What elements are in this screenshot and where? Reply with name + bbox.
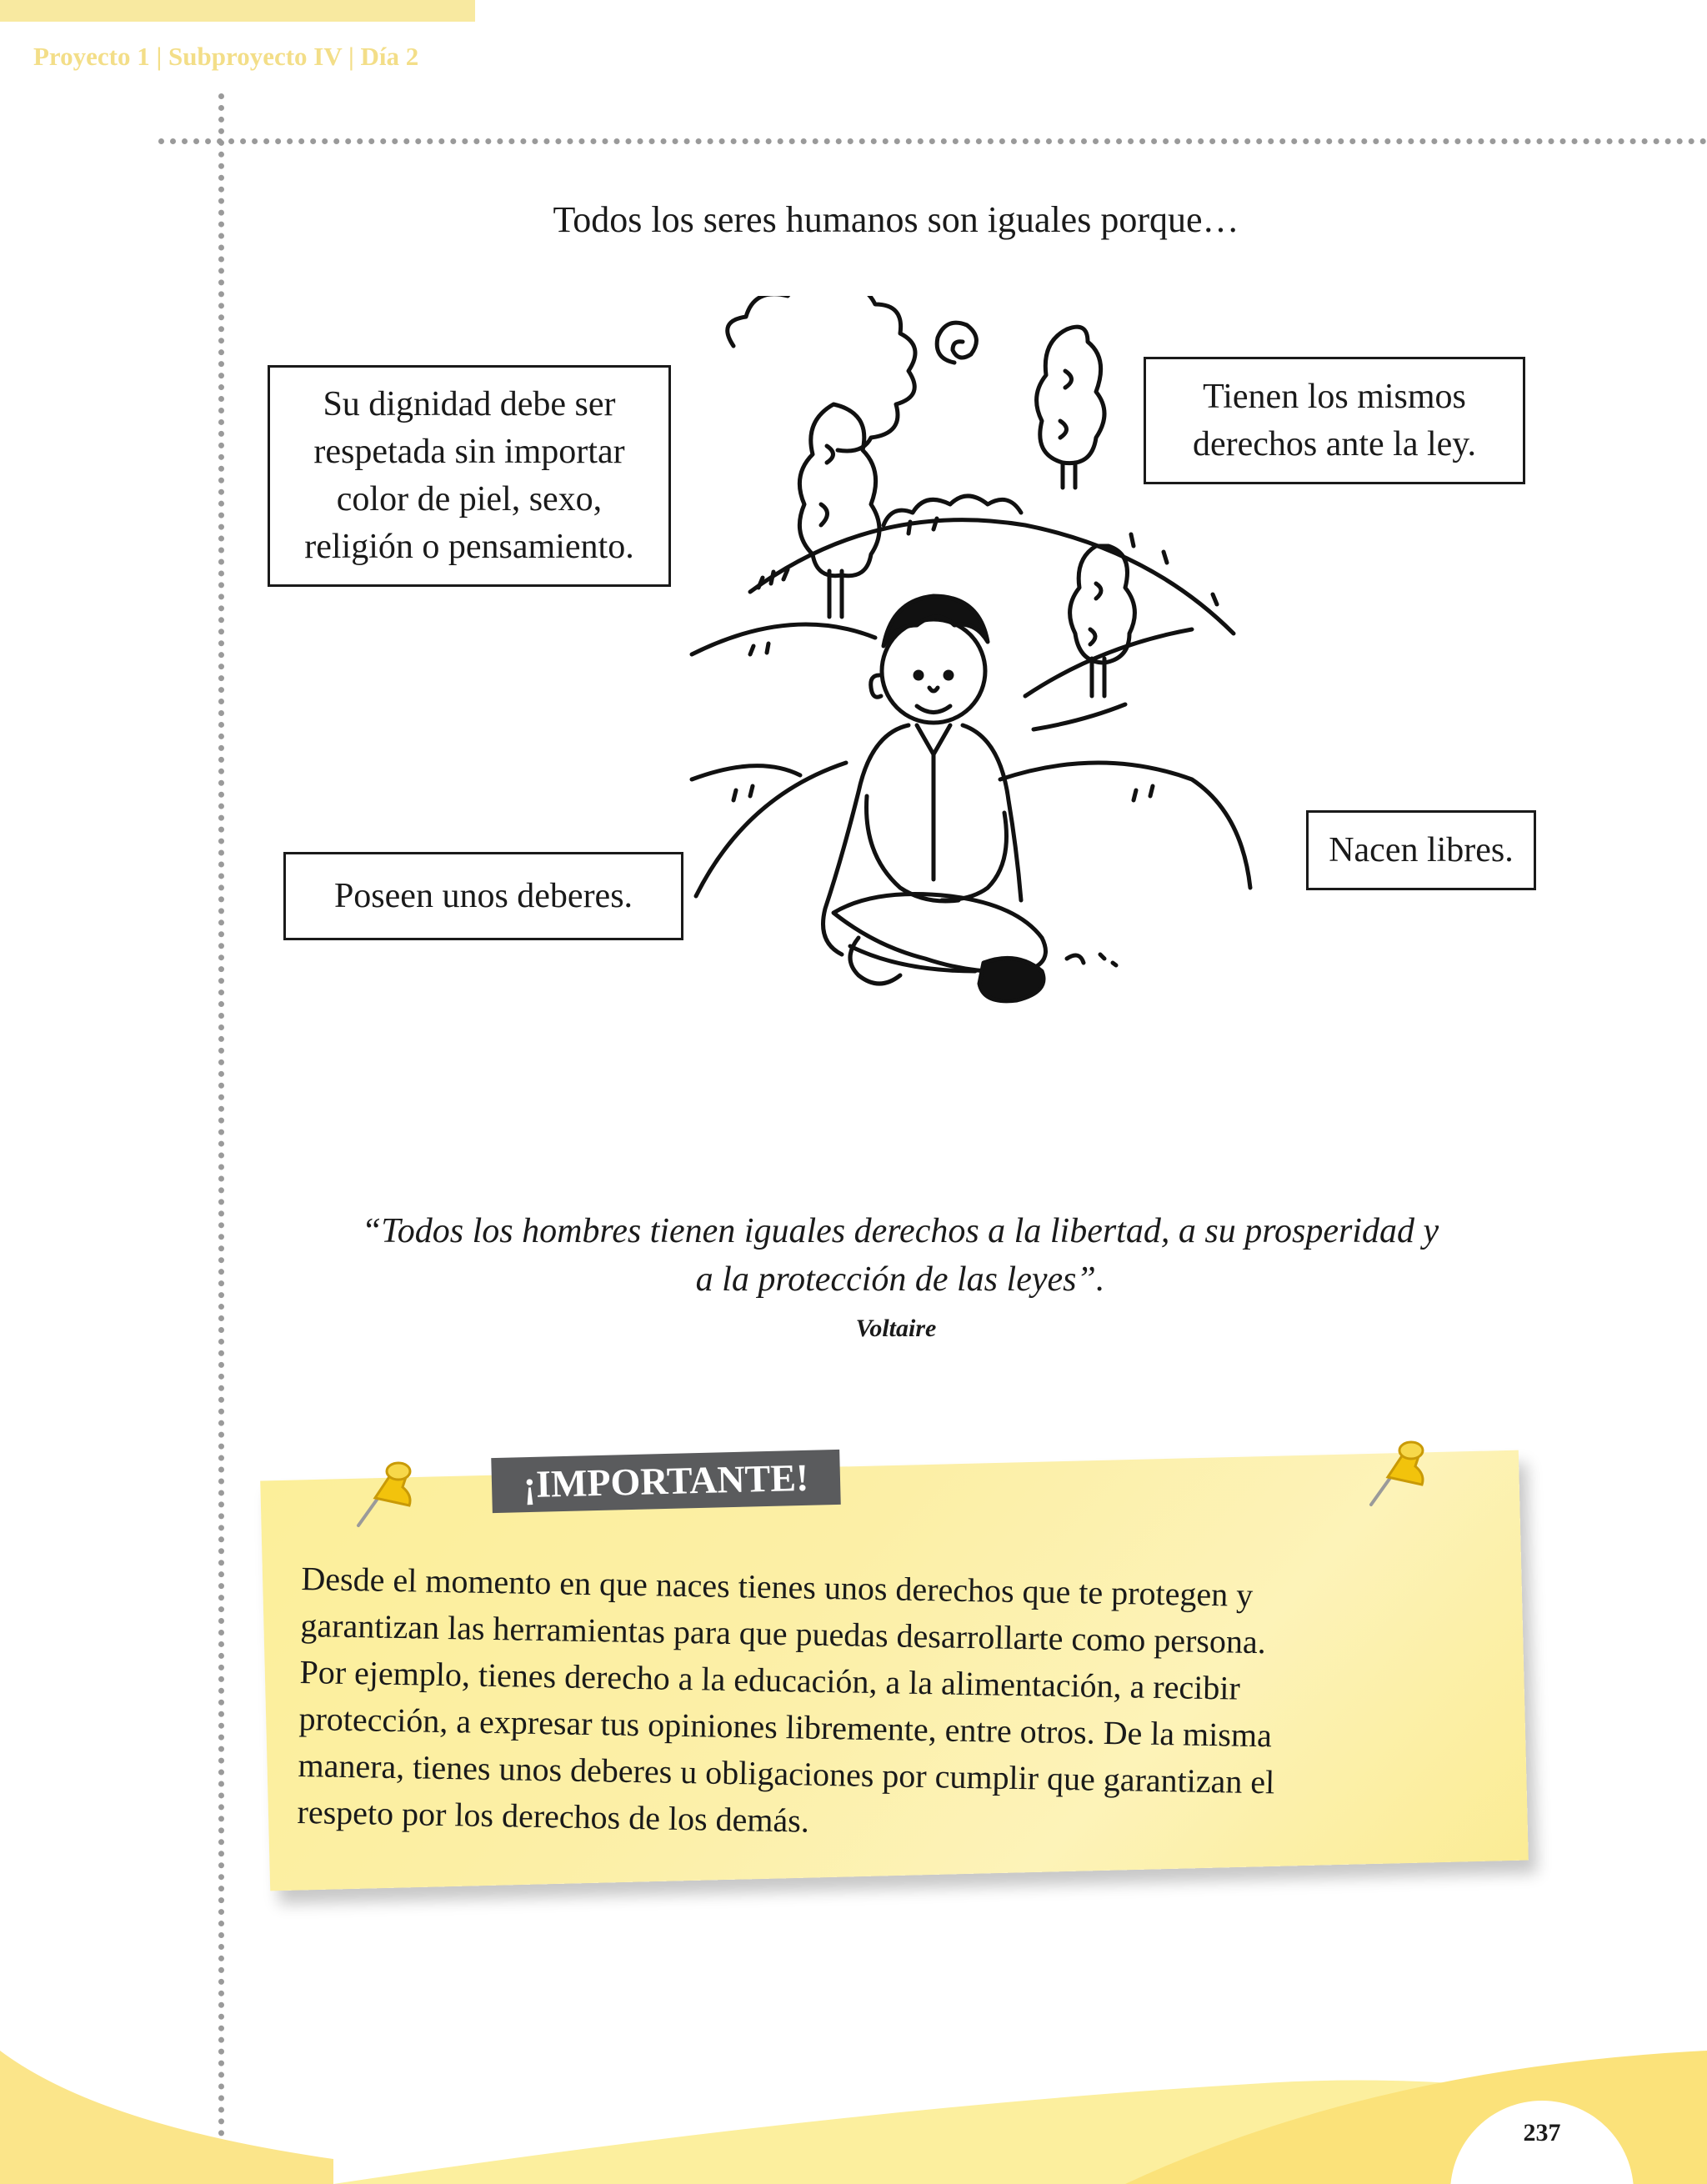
page-number: 237 [1523,2119,1561,2146]
note-line: garantizan las herramientas para que puedas desarrollarte como persona. [300,1605,1267,1661]
quote-line: a la protección de las leyes”. [695,1260,1105,1299]
bottom-wave-decoration [0,2034,1707,2184]
box-dignidad-line: Su dignidad debe ser [323,385,616,423]
box-dignidad [268,365,671,587]
box-derechos-line: derechos ante la ley. [1192,424,1477,463]
box-libres: Nacen libres. [1306,810,1536,890]
section-title: Todos los seres humanos son iguales porque… [553,199,1239,240]
quote-line: “Todos los hombres tienen iguales derechos a la libertad, a su prosperidad y [361,1212,1439,1250]
note-line: manera, tienes unos deberes u obligaciones por cumplir que garantizan el [298,1746,1275,1801]
quote [250,1207,1550,1304]
dotted-horizontal-rule [158,138,1707,144]
note-line: Por ejemplo, tienes derecho a la educación, a la alimentación, a recibir [299,1652,1241,1707]
note-line: protección, a expresar tus opiniones libremente, entre otros. De la misma [298,1699,1273,1755]
pushpin-icon [333,1446,433,1546]
note-line: Desde el momento en que naces tienes unos derechos que te protegen y [301,1559,1254,1614]
box-dignidad-line: respetada sin importar [313,433,625,471]
dotted-vertical-rule [218,93,224,2184]
important-tag: ¡IMPORTANTE! [491,1450,840,1513]
box-derechos-line: Tienen los mismos [1203,377,1466,416]
box-dignidad-line: religión o pensamiento. [304,528,634,566]
quote-author: Voltaire [855,1315,937,1342]
header-label: Proyecto 1 | Subproyecto IV | Día 2 [33,42,419,71]
box-dignidad-line: color de piel, sexo, [336,480,603,518]
pushpin-icon [1346,1425,1446,1525]
top-accent-band [0,0,475,22]
child-on-hill-illustration [633,296,1317,1046]
box-deberes: Poseen unos deberes. [283,852,683,940]
note-line: respeto por los derechos de los demás. [297,1792,810,1840]
important-note-text [297,1555,1502,1856]
